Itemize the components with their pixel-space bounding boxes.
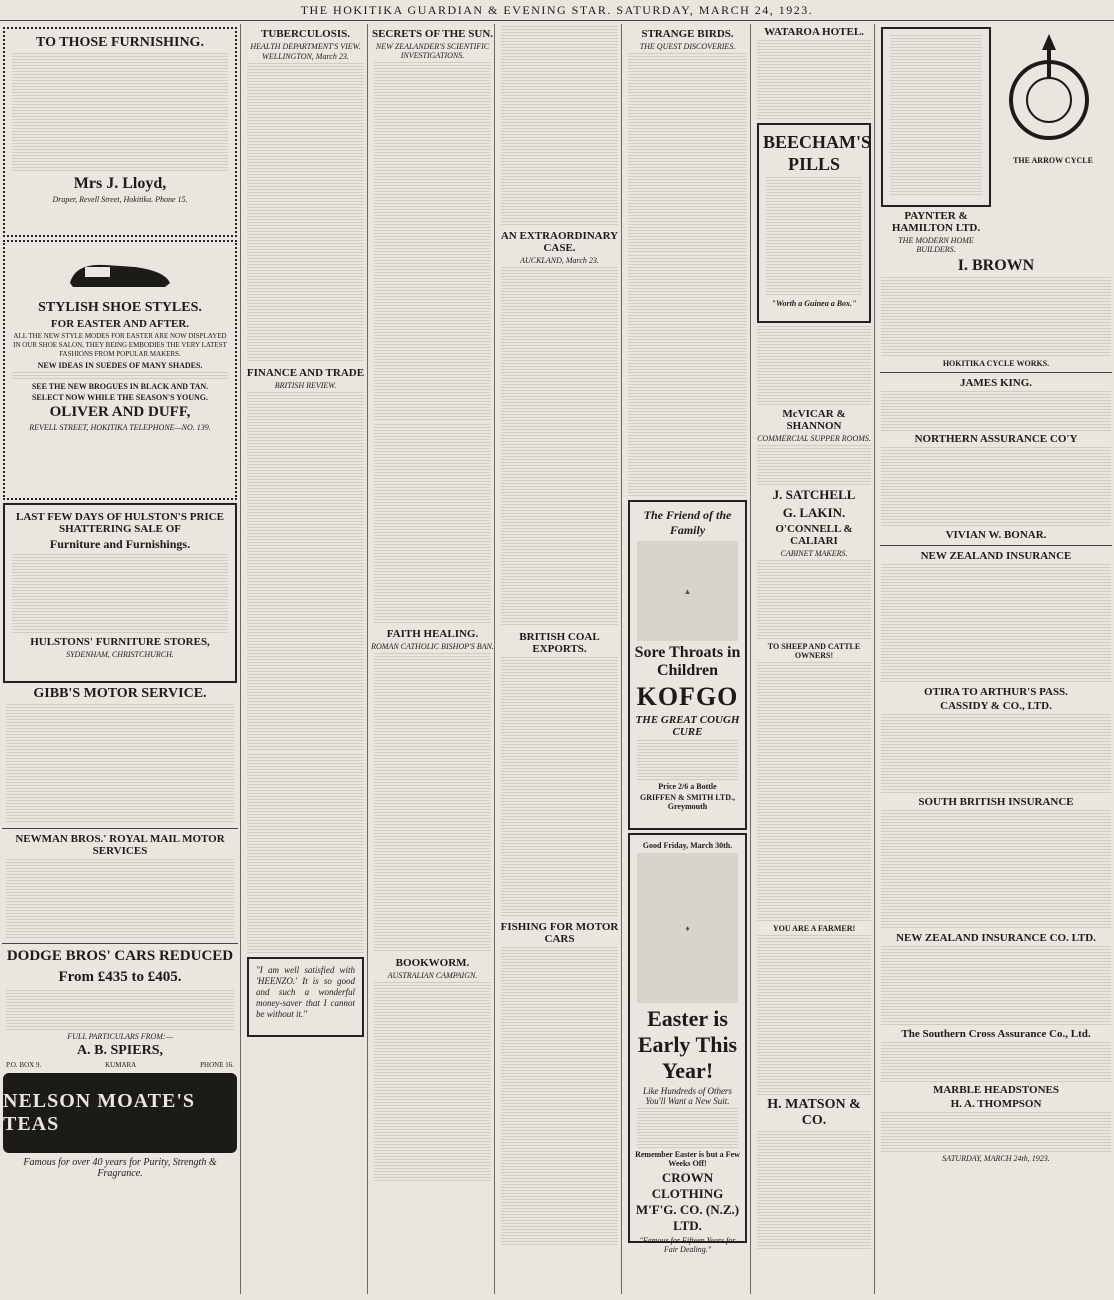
nz-insurance-title: NEW ZEALAND INSURANCE: [920, 550, 1072, 562]
lakin-title: G. LAKIN.: [782, 505, 846, 520]
bookworm-article: [374, 982, 491, 1182]
paint-ad: [881, 27, 991, 207]
jamesking-title: JAMES KING.: [959, 377, 1033, 389]
kofgo-firm: GRIFFEN & SMITH LTD., Greymouth: [639, 793, 736, 811]
birds-subhead: THE QUEST DISCOVERIES.: [639, 42, 736, 51]
easter-banner: Good Friday, March 30th.: [642, 841, 733, 850]
easter-remember: Remember Easter is but a Few Weeks Off!: [635, 1150, 740, 1168]
bookworm-headline: BOOKWORM.: [395, 957, 470, 969]
arrow-cycle-logo-icon: [994, 30, 1114, 150]
newman-ad: [3, 833, 237, 939]
shoe-illustration-icon: [13, 250, 227, 296]
shoe-text: ALL THE NEW STYLE MODES FOR EASTER ARE NOW DISPLAYED IN OUR SHOE SALON, THEY BEING EMBODIES THE VERY LATEST FASHIONS FROM POPULAR MAKERS.: [13, 332, 227, 358]
gentleman-illustration: ♦: [637, 853, 738, 1003]
vivian-title: VIVIAN W. BONAR.: [945, 529, 1047, 541]
kofgo-throat: Sore Throats in Children: [634, 644, 741, 679]
dodge-title: DODGE BROS' CARS REDUCED: [6, 948, 234, 964]
marble-title: MARBLE HEADSTONES: [932, 1084, 1060, 1096]
easter-suit-ad: [628, 833, 747, 1254]
wataroa-text: [757, 40, 871, 120]
gibb-ad: [3, 686, 237, 824]
furnishing-title: TO THOSE FURNISHING.: [36, 35, 204, 50]
shoe-select: SELECT NOW WHILE THE SEASON'S YOUNG.: [31, 393, 209, 402]
tuberculosis-article: [247, 63, 364, 363]
paynter-title: PAYNTER & HAMILTON LTD.: [891, 210, 981, 234]
wataroa-title: WATAROA HOTEL.: [764, 26, 864, 38]
shoe-address: REVELL STREET, HOKITIKA TELEPHONE—NO. 139.: [29, 423, 211, 432]
farmer-title: YOU ARE A FARMER!: [772, 924, 856, 933]
southern-cross-title: The Southern Cross Assurance Co., Ltd.: [901, 1028, 1091, 1040]
matson-title: H. MATSON & CO.: [767, 1097, 861, 1128]
extraordinary-headline: AN EXTRAORDINARY CASE.: [500, 230, 619, 254]
brown-title: I. BROWN: [957, 257, 1035, 274]
gibb-title: GIBB'S MOTOR SERVICE.: [33, 686, 207, 701]
beecham-title: BEECHAM'S PILLS: [763, 132, 872, 174]
nelson-slogan: Famous for over 40 years for Purity, Strength & Fragrance.: [23, 1157, 217, 1179]
dodge-particulars: FULL PARTICULARS FROM:—: [67, 1032, 173, 1041]
column-5: [625, 24, 751, 1294]
dodge-text: [6, 990, 234, 1030]
dodge-ad: [3, 948, 237, 1069]
sun-subhead: NEW ZEALANDER'S SCIENTIFIC INVESTIGATIONS.: [375, 42, 490, 60]
kofgo-ad: [628, 500, 747, 830]
crown-slogan: "Famous for Fifteen Years for Fair Dealing.": [639, 1236, 736, 1254]
sun-headline: SECRETS OF THE SUN.: [371, 28, 494, 40]
finance-article: [247, 392, 364, 752]
column-3-news: [371, 24, 495, 1294]
dodge-price: From £435 to £405.: [58, 969, 182, 985]
birds-article: [628, 53, 747, 253]
fishing-article: [501, 947, 618, 1247]
south-british-title: SOUTH BRITISH INSURANCE: [918, 796, 1074, 808]
newman-timetable: [6, 859, 234, 939]
beecham-ad: [757, 123, 871, 323]
sheep-title: TO SHEEP AND CATTLE OWNERS!: [767, 642, 861, 660]
kofgo-header: The Friend of the Family: [643, 508, 732, 537]
shoe-subtitle: FOR EASTER AND AFTER.: [50, 318, 190, 330]
oconnell-sub: CABINET MAKERS.: [780, 549, 848, 558]
column-2-news: [244, 24, 368, 1294]
extraordinary-article: [501, 267, 618, 627]
otira-title: OTIRA TO ARTHUR'S PASS.: [924, 686, 1068, 698]
satchell-title: J. SATCHELL: [772, 487, 856, 502]
coal-article: [501, 657, 618, 917]
hulston-ad: [3, 503, 237, 683]
finance-headline: FINANCE AND TRADE: [246, 367, 365, 379]
hulston-address: SYDENHAM, CHRISTCHURCH.: [66, 650, 174, 659]
mother-child-illustration: ▲: [637, 541, 738, 641]
shoe-firm: OLIVER AND DUFF,: [49, 404, 191, 420]
nz-insurance2-title: NEW ZEALAND INSURANCE CO. LTD.: [896, 932, 1096, 944]
faith-article: [374, 653, 491, 953]
gibb-timetable: [6, 704, 234, 824]
hulston-title: LAST FEW DAYS OF HULSTON'S PRICE SHATTERING SALE OF: [16, 511, 224, 535]
bookworm-subhead: AUSTRALIAN CAMPAIGN.: [387, 971, 478, 980]
kofgo-logo: KOFGO: [636, 682, 739, 711]
sun-article-continued: [374, 424, 491, 624]
thompson-title: H. A. THOMPSON: [950, 1098, 1042, 1110]
nelson-moate-logo: NELSON MOATE'S TEAS: [3, 1073, 237, 1153]
dodge-box: P.O. BOX 9.: [6, 1061, 42, 1069]
dodge-phone: PHONE 16.: [200, 1061, 234, 1069]
tuberculosis-subhead: HEALTH DEPARTMENT'S VIEW.: [250, 42, 361, 51]
easter-headline: Easter is Early This Year!: [637, 1006, 738, 1083]
oconnell-title: O'CONNELL & CALIARI: [775, 523, 853, 547]
sheep-text: [757, 662, 871, 922]
column-7-ads: [878, 24, 1114, 1294]
furnishing-ad: [3, 27, 237, 237]
northern-title: NORTHERN ASSURANCE CO'Y: [914, 433, 1078, 445]
brown-works: HOKITIKA CYCLE WORKS.: [942, 359, 1050, 368]
imprint-date: SATURDAY, MARCH 24th, 1923.: [942, 1154, 1050, 1163]
heenzo-quote: "I am well satisfied with 'HEENZO.' It is so good and such a wonderful money-saver that I cannot be without it.": [256, 965, 355, 1019]
furnishing-address: Draper, Revell Street, Hokitika. Phone 15.: [52, 195, 188, 204]
newman-title: NEWMAN BROS.' ROYAL MAIL MOTOR SERVICES: [15, 833, 225, 857]
shoe-brogues: SEE THE NEW BROGUES IN BLACK AND TAN.: [31, 382, 209, 391]
sun-article: [374, 62, 491, 422]
hulston-price-list: [12, 554, 228, 634]
continued-article: [501, 26, 618, 226]
fishing-headline: FISHING FOR MOTOR CARS: [500, 921, 619, 945]
faith-headline: FAITH HEALING.: [386, 628, 479, 640]
paynter-sub: THE MODERN HOME BUILDERS.: [898, 236, 974, 254]
hulston-firm: HULSTONS' FURNITURE STORES,: [30, 636, 210, 648]
dodge-town: KUMARA: [105, 1061, 137, 1069]
shoe-title: STYLISH SHOE STYLES.: [38, 300, 202, 315]
tuberculosis-dateline: WELLINGTON, March 23.: [262, 52, 349, 61]
cassidy-title: CASSIDY & CO., LTD.: [940, 700, 1052, 712]
finance-article-continued: [247, 754, 364, 954]
faith-subhead: ROMAN CATHOLIC BISHOP'S BAN.: [371, 642, 494, 651]
coal-headline: BRITISH COAL EXPORTS.: [519, 631, 600, 655]
crown-firm: CROWN CLOTHING M'F'G. CO. (N.Z.) LTD.: [635, 1170, 740, 1233]
mcvicar-title: McVICAR & SHANNON: [782, 408, 846, 432]
heenzo-ad: [247, 957, 364, 1037]
shoe-ideas: NEW IDEAS IN SUEDES OF MANY SHADES.: [37, 361, 203, 370]
column-1-ads: [0, 24, 241, 1294]
birds-article-continued: [628, 255, 747, 415]
furnishing-advertiser: Mrs J. Lloyd,: [73, 175, 167, 192]
mcvicar-sub: COMMERCIAL SUPPER ROOMS.: [757, 434, 871, 443]
kofgo-tagline: THE GREAT COUGH CURE: [635, 714, 740, 738]
hulston-subtitle: Furniture and Furnishings.: [49, 537, 191, 551]
extraordinary-dateline: AUCKLAND, March 23.: [520, 256, 599, 265]
shoe-ad: [3, 240, 237, 500]
dodge-agent: A. B. SPIERS,: [77, 1043, 163, 1058]
kofgo-price: Price 2/6 a Bottle: [658, 782, 717, 791]
finance-subhead: BRITISH REVIEW.: [274, 381, 337, 390]
arrow-cycle-caption: THE ARROW CYCLE: [1013, 156, 1093, 165]
column-4-news: [498, 24, 622, 1294]
beecham-slogan: "Worth a Guinea a Box.": [771, 299, 857, 308]
masthead: THE HOKITIKA GUARDIAN & EVENING STAR. SATURDAY, MARCH 24, 1923.: [0, 0, 1114, 21]
column-6-ads: [754, 24, 875, 1294]
furnishing-body-text: [12, 53, 228, 173]
tuberculosis-headline: TUBERCULOSIS.: [261, 28, 350, 40]
easter-sub: Like Hundreds of Others You'll Want a New Suit.: [643, 1086, 732, 1106]
birds-headline: STRANGE BIRDS.: [641, 28, 734, 40]
